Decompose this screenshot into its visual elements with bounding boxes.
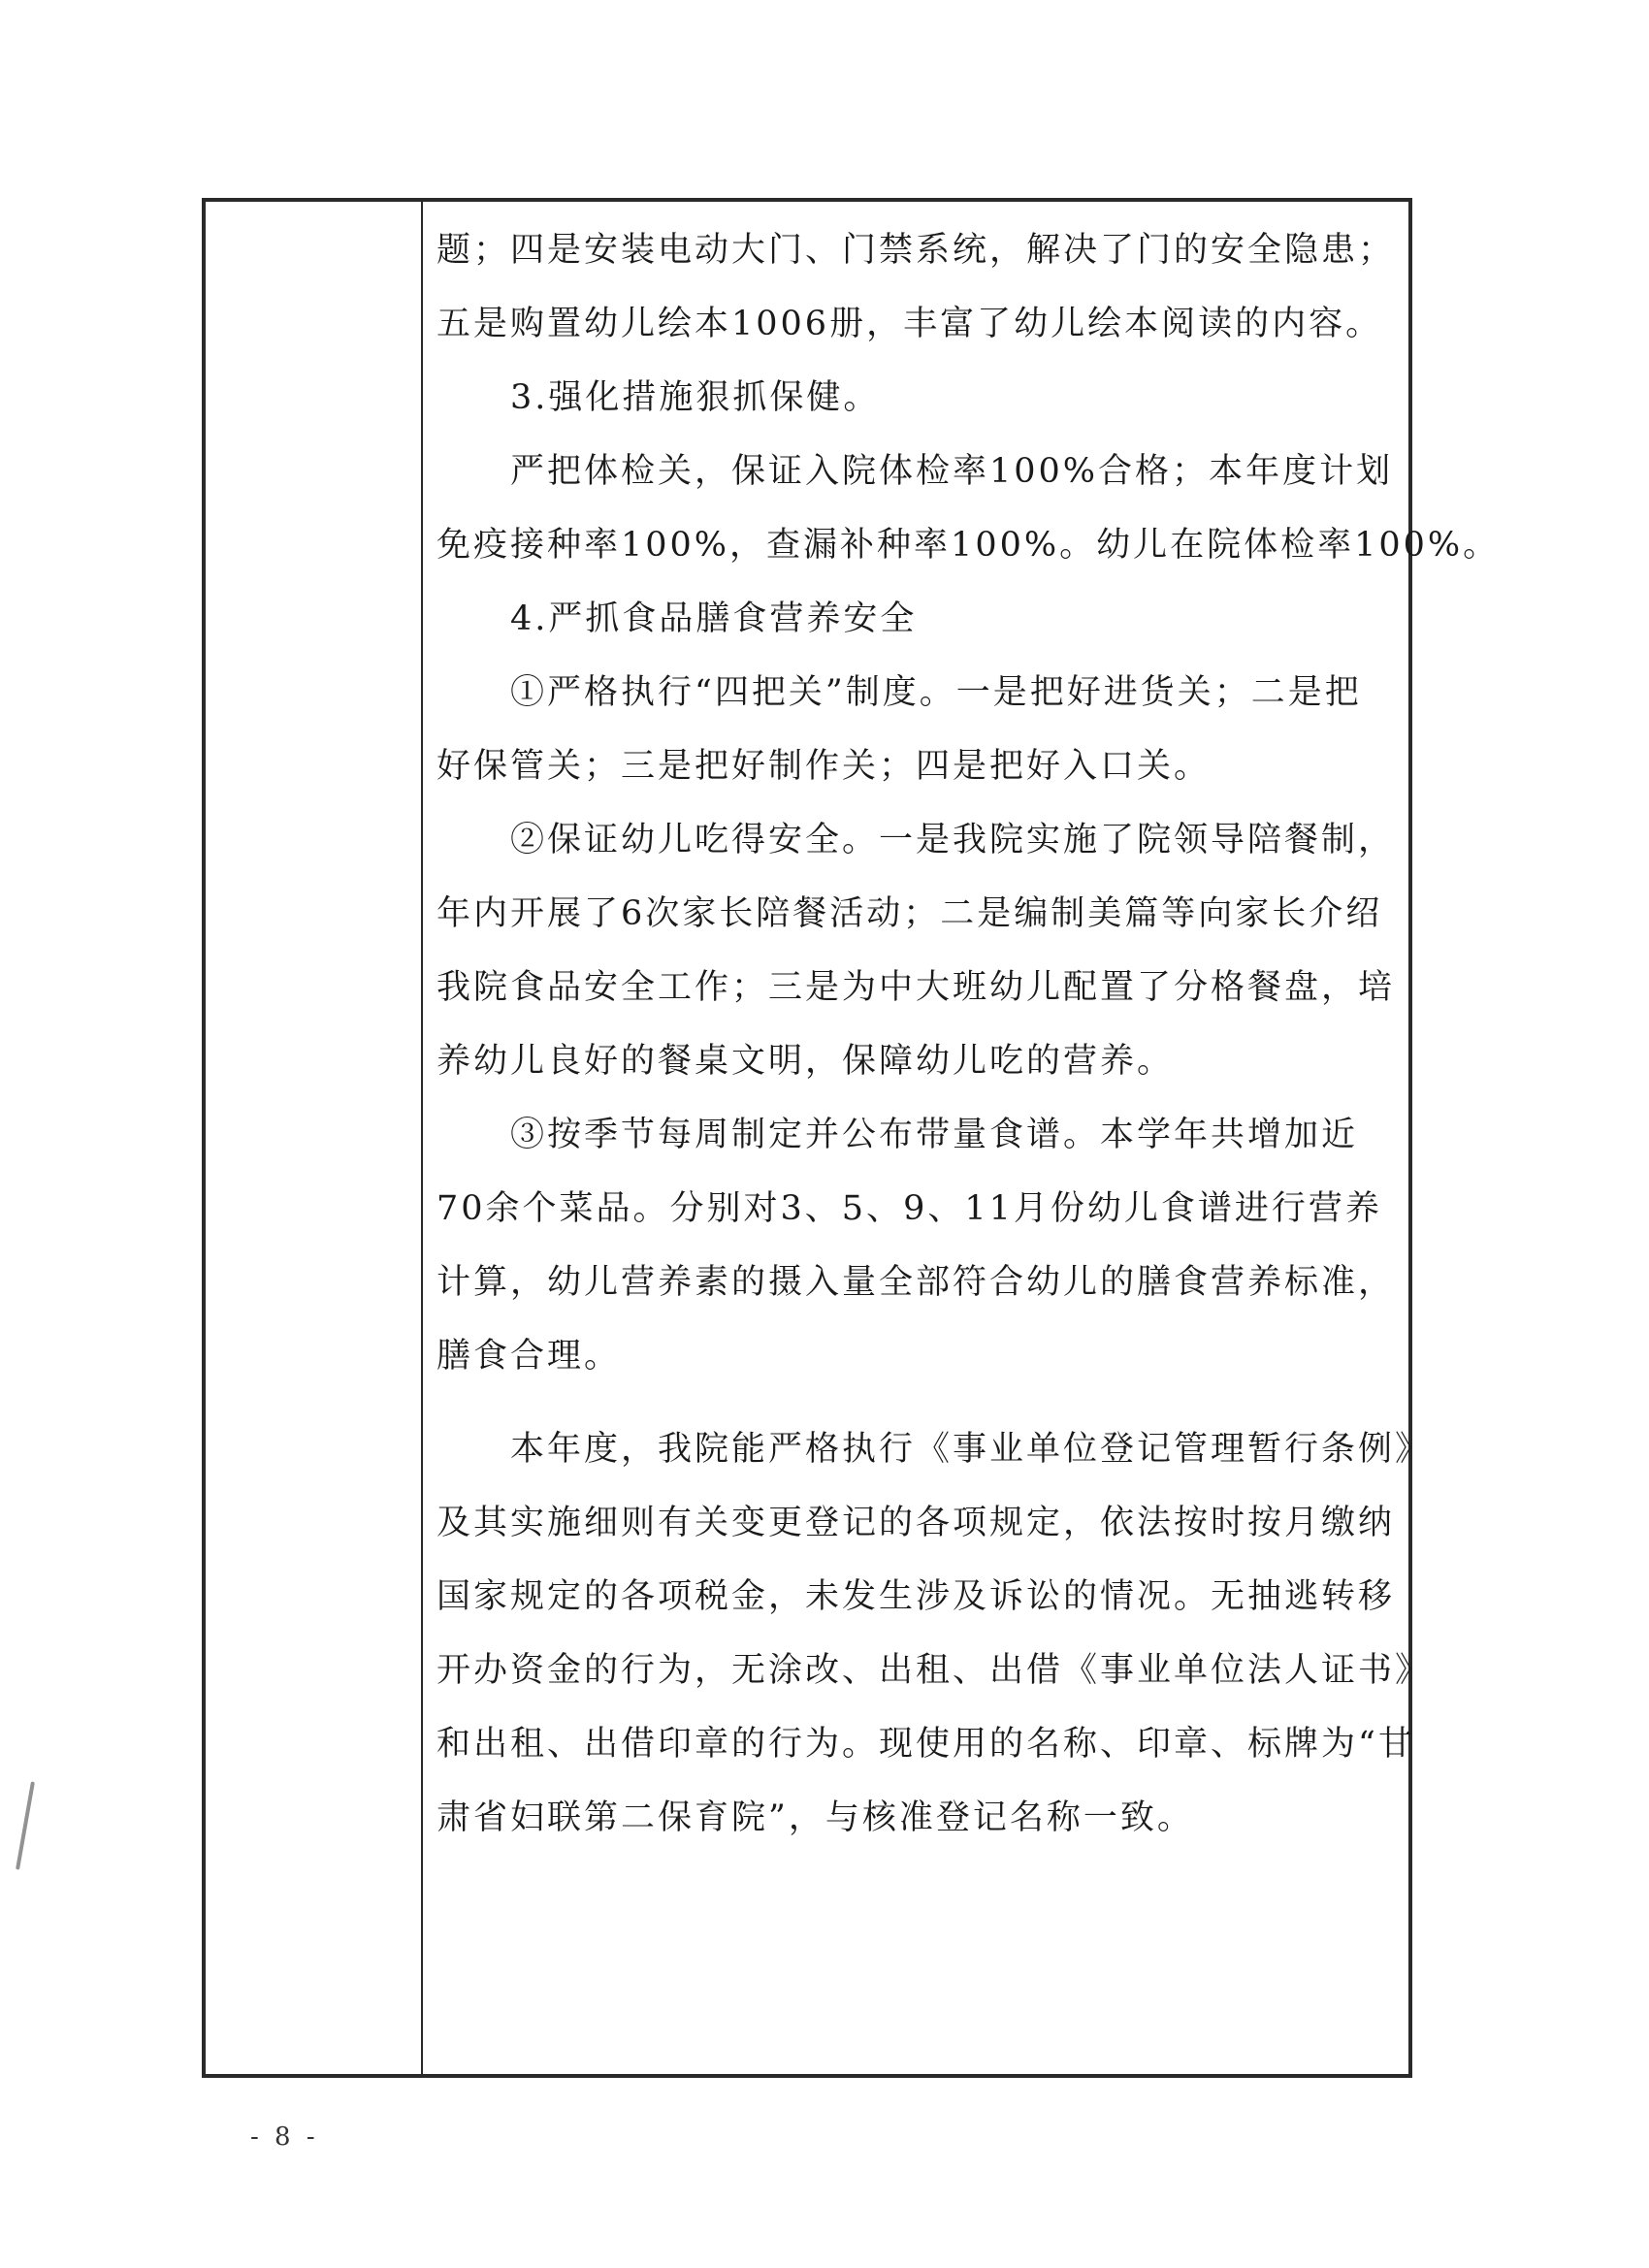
text-line: 及其实施细则有关变更登记的各项规定，依法按时按月缴纳 — [436, 1504, 1396, 1542]
section-heading: 4.严抓食品膳食营养安全 — [510, 599, 918, 638]
scan-artifact-mark — [16, 1781, 35, 1869]
text-line: 计算，幼儿营养素的摄入量全部符合幼儿的膳食营养标准， — [436, 1263, 1396, 1302]
text-line: ③按季节每周制定并公布带量食谱。本学年共增加近 — [510, 1116, 1359, 1154]
text-line: 题；四是安装电动大门、门禁系统，解决了门的安全隐患； — [436, 231, 1396, 270]
paragraph-gap — [436, 1393, 1406, 1412]
text-line: 开办资金的行为，无涂改、出租、出借《事业单位法人证书》 — [436, 1651, 1433, 1690]
text-line: 养幼儿良好的餐桌文明，保障幼儿吃的营养。 — [436, 1042, 1175, 1081]
table-content-cell — [436, 213, 1501, 1855]
text-line: 年内开展了6次家长陪餐活动；二是编制美篇等向家长介绍 — [436, 894, 1383, 933]
text-line: ②保证幼儿吃得安全。一是我院实施了院领导陪餐制， — [510, 821, 1396, 859]
section-heading: 3.强化措施狠抓保健。 — [510, 378, 881, 417]
text-line: 五是购置幼儿绘本1006册，丰富了幼儿绘本阅读的内容。 — [436, 305, 1383, 343]
text-line: 肃省妇联第二保育院”，与核准登记名称一致。 — [436, 1798, 1194, 1837]
table-left-column — [206, 202, 423, 2074]
text-line: ①严格执行“四把关”制度。一是把好进货关；二是把 — [510, 673, 1362, 712]
text-line: 膳食合理。 — [436, 1337, 622, 1376]
text-line: 我院食品安全工作；三是为中大班幼儿配置了分格餐盘，培 — [436, 968, 1396, 1007]
text-line: 70余个菜品。分别对3、5、9、11月份幼儿食谱进行营养 — [436, 1189, 1382, 1228]
report-table — [202, 198, 1501, 2078]
text-line: 和出租、出借印章的行为。现使用的名称、印章、标牌为“甘 — [436, 1725, 1415, 1764]
text-line: 好保管关；三是把好制作关；四是把好入口关。 — [436, 747, 1212, 786]
page-number: - 8 - — [250, 2122, 319, 2152]
text-line: 严把体检关，保证入院体检率100%合格；本年度计划 — [510, 452, 1394, 491]
text-line: 国家规定的各项税金，未发生涉及诉讼的情况。无抽逃转移 — [436, 1577, 1396, 1616]
text-line: 本年度，我院能严格执行《事业单位登记管理暂行条例》 — [510, 1430, 1433, 1469]
text-line: 免疫接种率100%，查漏补种率100%。幼儿在院体检率100%。 — [436, 526, 1501, 565]
